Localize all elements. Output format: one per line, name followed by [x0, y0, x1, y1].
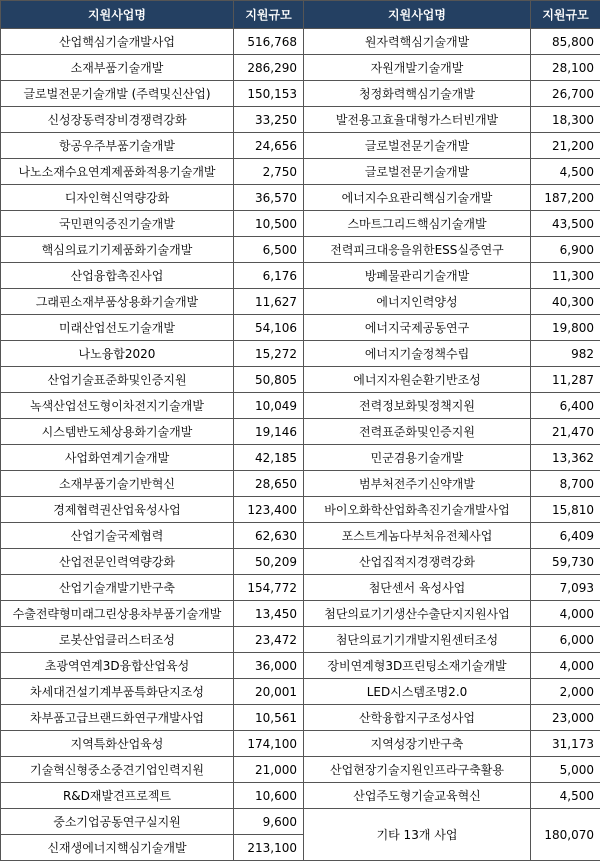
right-support-amount-cell: 4,500 [531, 783, 600, 809]
right-program-name-cell: 장비연계형3D프린팅소재기술개발 [304, 653, 531, 679]
right-support-amount-cell: 982 [531, 341, 600, 367]
table-row [1, 783, 600, 809]
left-program-name-cell: 녹색산업선도형이차전지기술개발 [1, 393, 234, 419]
right-program-name-cell: 전력정보화및정책지원 [304, 393, 531, 419]
left-support-amount-cell: 50,805 [234, 367, 304, 393]
right-program-name-cell: 글로벌전문기술개발 [304, 159, 531, 185]
header-row [1, 1, 600, 29]
table-row [1, 705, 600, 731]
right-program-name-cell: 전력표준화및인증지원 [304, 419, 531, 445]
left-program-name-cell: 미래산업선도기술개발 [1, 315, 234, 341]
left-support-amount-cell: 36,570 [234, 185, 304, 211]
left-support-amount-cell: 213,100 [234, 835, 304, 861]
right-program-name-cell: 에너지기술정책수립 [304, 341, 531, 367]
left-support-amount-cell: 28,650 [234, 471, 304, 497]
right-program-name-cell: 산업현장기술지원인프라구축활용 [304, 757, 531, 783]
right-support-amount-cell: 6,409 [531, 523, 600, 549]
left-support-amount-cell: 174,100 [234, 731, 304, 757]
left-program-name-cell: 차부품고급브랜드화연구개발사업 [1, 705, 234, 731]
left-program-name-cell: 중소기업공동연구실지원 [1, 809, 234, 835]
right-support-amount-cell: 19,800 [531, 315, 600, 341]
right-program-name-cell: 방폐물관리기술개발 [304, 263, 531, 289]
right-program-name-cell: 첨단센서 육성사업 [304, 575, 531, 601]
right-program-name-cell: 에너지자원순환기반조성 [304, 367, 531, 393]
left-support-amount-cell: 11,627 [234, 289, 304, 315]
right-support-amount-cell: 40,300 [531, 289, 600, 315]
other-programs-name-cell: 기타 13개 사업 [304, 809, 531, 861]
table-row [1, 237, 600, 263]
left-program-name-cell: 지역특화산업육성 [1, 731, 234, 757]
table-row [1, 29, 600, 55]
table-row [1, 549, 600, 575]
table-row [1, 159, 600, 185]
right-program-name-cell: 산업주도형기술교육혁신 [304, 783, 531, 809]
left-program-name-cell: 신성장동력장비경쟁력강화 [1, 107, 234, 133]
right-support-amount-cell: 2,000 [531, 679, 600, 705]
left-program-name-cell: 항공우주부품기술개발 [1, 133, 234, 159]
left-program-name-cell: 산업핵심기술개발사업 [1, 29, 234, 55]
left-program-name-cell: 소재부품기술기반혁신 [1, 471, 234, 497]
right-support-amount-cell: 187,200 [531, 185, 600, 211]
left-support-amount-cell: 13,450 [234, 601, 304, 627]
right-support-amount-cell: 31,173 [531, 731, 600, 757]
left-support-amount-cell: 6,176 [234, 263, 304, 289]
right-program-name-cell: 글로벌전문기술개발 [304, 133, 531, 159]
left-support-amount-cell: 10,500 [234, 211, 304, 237]
header-program-name-left: 지원사업명 [1, 1, 234, 29]
table-row [1, 341, 600, 367]
table-row [1, 185, 600, 211]
table-row [1, 315, 600, 341]
left-support-amount-cell: 36,000 [234, 653, 304, 679]
left-support-amount-cell: 516,768 [234, 29, 304, 55]
left-support-amount-cell: 62,630 [234, 523, 304, 549]
left-program-name-cell: 핵심의료기기제품화기술개발 [1, 237, 234, 263]
table-row [1, 393, 600, 419]
right-support-amount-cell: 59,730 [531, 549, 600, 575]
right-program-name-cell: 발전용고효율대형가스터빈개발 [304, 107, 531, 133]
right-program-name-cell: 지역성장기반구축 [304, 731, 531, 757]
right-support-amount-cell: 4,000 [531, 601, 600, 627]
left-support-amount-cell: 50,209 [234, 549, 304, 575]
left-support-amount-cell: 10,049 [234, 393, 304, 419]
left-program-name-cell: 그래핀소재부품상용화기술개발 [1, 289, 234, 315]
left-support-amount-cell: 9,600 [234, 809, 304, 835]
left-program-name-cell: R&D재발견프로젝트 [1, 783, 234, 809]
table-row [1, 653, 600, 679]
right-support-amount-cell: 23,000 [531, 705, 600, 731]
right-program-name-cell: 원자력핵심기술개발 [304, 29, 531, 55]
left-program-name-cell: 사업화연계기술개발 [1, 445, 234, 471]
right-program-name-cell: 첨단의료기기개발지원센터조성 [304, 627, 531, 653]
left-program-name-cell: 산업기술표준화및인증지원 [1, 367, 234, 393]
right-support-amount-cell: 43,500 [531, 211, 600, 237]
left-program-name-cell: 초광역연계3D융합산업육성 [1, 653, 234, 679]
left-program-name-cell: 소재부품기술개발 [1, 55, 234, 81]
table-row [1, 679, 600, 705]
right-support-amount-cell: 7,093 [531, 575, 600, 601]
left-program-name-cell: 신재생에너지핵심기술개발 [1, 835, 234, 861]
right-program-name-cell: 에너지국제공동연구 [304, 315, 531, 341]
left-support-amount-cell: 54,106 [234, 315, 304, 341]
left-program-name-cell: 산업융합촉진사업 [1, 263, 234, 289]
right-program-name-cell: 바이오화학산업화촉진기술개발사업 [304, 497, 531, 523]
left-support-amount-cell: 15,272 [234, 341, 304, 367]
left-support-amount-cell: 150,153 [234, 81, 304, 107]
left-program-name-cell: 경제협력권산업육성사업 [1, 497, 234, 523]
table-row [1, 289, 600, 315]
table-row [1, 523, 600, 549]
right-program-name-cell: 스마트그리드핵심기술개발 [304, 211, 531, 237]
table-row [1, 55, 600, 81]
table-row [1, 731, 600, 757]
other-programs-amount-cell: 180,070 [531, 809, 600, 861]
right-support-amount-cell: 4,500 [531, 159, 600, 185]
table-row [1, 367, 600, 393]
right-program-name-cell: 에너지수요관리핵심기술개발 [304, 185, 531, 211]
table-row [1, 809, 600, 835]
left-program-name-cell: 디자인혁신역량강화 [1, 185, 234, 211]
right-program-name-cell: 산업집적지경쟁력강화 [304, 549, 531, 575]
header-program-name-right: 지원사업명 [304, 1, 531, 29]
left-support-amount-cell: 33,250 [234, 107, 304, 133]
table-body [1, 29, 600, 861]
right-program-name-cell: 민군겸용기술개발 [304, 445, 531, 471]
left-support-amount-cell: 286,290 [234, 55, 304, 81]
right-support-amount-cell: 26,700 [531, 81, 600, 107]
right-support-amount-cell: 18,300 [531, 107, 600, 133]
table-row [1, 601, 600, 627]
right-program-name-cell: 포스트게놈다부처유전체사업 [304, 523, 531, 549]
left-program-name-cell: 수출전략형미래그린상용차부품기술개발 [1, 601, 234, 627]
right-support-amount-cell: 5,000 [531, 757, 600, 783]
header-support-scale-right: 지원규모 [531, 1, 600, 29]
right-program-name-cell: 범부처전주기신약개발 [304, 471, 531, 497]
left-support-amount-cell: 123,400 [234, 497, 304, 523]
left-program-name-cell: 국민편익증진기술개발 [1, 211, 234, 237]
right-support-amount-cell: 28,100 [531, 55, 600, 81]
left-program-name-cell: 기술혁신형중소중견기업인력지원 [1, 757, 234, 783]
right-support-amount-cell: 6,900 [531, 237, 600, 263]
right-program-name-cell: 에너지인력양성 [304, 289, 531, 315]
left-support-amount-cell: 10,600 [234, 783, 304, 809]
right-support-amount-cell: 21,470 [531, 419, 600, 445]
left-program-name-cell: 나노융합2020 [1, 341, 234, 367]
table-row [1, 627, 600, 653]
right-program-name-cell: 전력피크대응을위한ESS실증연구 [304, 237, 531, 263]
right-support-amount-cell: 21,200 [531, 133, 600, 159]
right-support-amount-cell: 13,362 [531, 445, 600, 471]
left-support-amount-cell: 21,000 [234, 757, 304, 783]
left-program-name-cell: 산업전문인력역량강화 [1, 549, 234, 575]
table-row [1, 497, 600, 523]
right-program-name-cell: 산학융합지구조성사업 [304, 705, 531, 731]
left-support-amount-cell: 2,750 [234, 159, 304, 185]
right-program-name-cell: 첨단의료기기생산수출단지지원사업 [304, 601, 531, 627]
table-row [1, 419, 600, 445]
header-support-scale-left: 지원규모 [234, 1, 304, 29]
left-program-name-cell: 나노소재수요연계제품화적용기술개발 [1, 159, 234, 185]
right-program-name-cell: LED시스템조명2.0 [304, 679, 531, 705]
left-support-amount-cell: 42,185 [234, 445, 304, 471]
left-support-amount-cell: 24,656 [234, 133, 304, 159]
left-program-name-cell: 산업기술국제협력 [1, 523, 234, 549]
right-support-amount-cell: 4,000 [531, 653, 600, 679]
left-program-name-cell: 산업기술개발기반구축 [1, 575, 234, 601]
right-support-amount-cell: 15,810 [531, 497, 600, 523]
left-program-name-cell: 시스템반도체상용화기술개발 [1, 419, 234, 445]
right-support-amount-cell: 85,800 [531, 29, 600, 55]
table-row [1, 81, 600, 107]
table-row [1, 263, 600, 289]
left-support-amount-cell: 6,500 [234, 237, 304, 263]
left-program-name-cell: 차세대건설기계부품특화단지조성 [1, 679, 234, 705]
left-support-amount-cell: 10,561 [234, 705, 304, 731]
table-row [1, 211, 600, 237]
table-row [1, 575, 600, 601]
right-support-amount-cell: 11,287 [531, 367, 600, 393]
left-support-amount-cell: 154,772 [234, 575, 304, 601]
right-support-amount-cell: 6,000 [531, 627, 600, 653]
right-program-name-cell: 청정화력핵심기술개발 [304, 81, 531, 107]
right-support-amount-cell: 6,400 [531, 393, 600, 419]
left-program-name-cell: 글로벌전문기술개발 (주력및신산업) [1, 81, 234, 107]
right-support-amount-cell: 11,300 [531, 263, 600, 289]
right-support-amount-cell: 8,700 [531, 471, 600, 497]
table-row [1, 445, 600, 471]
left-support-amount-cell: 20,001 [234, 679, 304, 705]
table-row [1, 107, 600, 133]
left-support-amount-cell: 19,146 [234, 419, 304, 445]
table-row [1, 133, 600, 159]
table-row [1, 757, 600, 783]
right-program-name-cell: 자원개발기술개발 [304, 55, 531, 81]
table-row [1, 471, 600, 497]
left-program-name-cell: 로봇산업클러스터조성 [1, 627, 234, 653]
left-support-amount-cell: 23,472 [234, 627, 304, 653]
